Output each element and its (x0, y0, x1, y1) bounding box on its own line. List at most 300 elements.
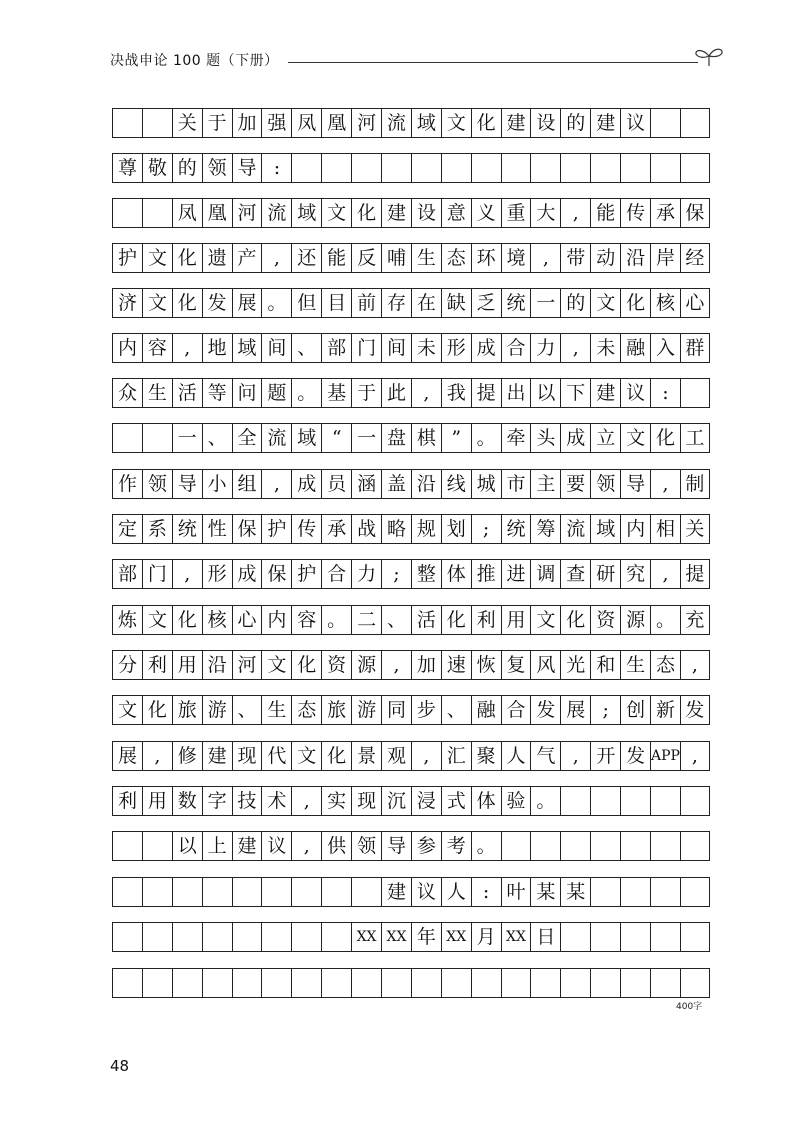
grid-cell: 式 (441, 786, 471, 816)
grid-cell (321, 922, 351, 952)
grid-cell: 未 (590, 333, 620, 363)
grid-cell (620, 786, 650, 816)
grid-cell: , (560, 198, 590, 228)
grid-cell (351, 153, 381, 183)
grid-cell: 容 (291, 605, 321, 635)
grid-cell: 源 (351, 650, 381, 680)
grid-cell: 缺 (441, 288, 471, 318)
grid-cell (680, 968, 710, 998)
grid-cell: 划 (441, 514, 471, 544)
grid-cell: 沉 (381, 786, 411, 816)
grid-cell: “ (321, 423, 351, 453)
grid-cell (441, 968, 471, 998)
grid-cell: APP (650, 741, 680, 771)
grid-cell (590, 786, 620, 816)
grid-cell: 重 (501, 198, 531, 228)
grid-cell (650, 786, 680, 816)
grid-cell: 涵 (351, 469, 381, 499)
grid-cell: 议 (620, 378, 650, 408)
grid-cell: 沿 (620, 243, 650, 273)
grid-cell: 统 (172, 514, 202, 544)
grid-cell (620, 153, 650, 183)
grid-cell: ; (471, 514, 501, 544)
grid-cell: 化 (441, 605, 471, 635)
grid-cell: 的 (560, 288, 590, 318)
grid-cell: , (560, 741, 590, 771)
grid-row (112, 741, 710, 771)
grid-cell: 建 (590, 378, 620, 408)
grid-cell: 化 (172, 605, 202, 635)
grid-cell: 人 (441, 877, 471, 907)
grid-cell: 、 (291, 333, 321, 363)
grid-cell (142, 423, 172, 453)
grid-cell: 盘 (381, 423, 411, 453)
grid-cell: 河 (232, 650, 262, 680)
grid-cell: 护 (261, 514, 291, 544)
grid-cell: 城 (471, 469, 501, 499)
grid-cell: 导 (620, 469, 650, 499)
grid-cell: 未 (411, 333, 441, 363)
grid-cell: 盖 (381, 469, 411, 499)
grid-cell: 现 (232, 741, 262, 771)
grid-cell: 上 (202, 831, 232, 861)
grid-cell (261, 877, 291, 907)
grid-cell: 利 (142, 650, 172, 680)
grid-cell: 传 (291, 514, 321, 544)
grid-row (112, 198, 710, 228)
grid-cell: , (261, 243, 291, 273)
grid-cell (112, 922, 142, 952)
grid-cell: 承 (650, 198, 680, 228)
grid-cell: 。 (471, 831, 501, 861)
grid-cell (680, 378, 710, 408)
grid-cell: 化 (650, 423, 680, 453)
grid-cell: 核 (650, 288, 680, 318)
grid-cell: 发 (620, 741, 650, 771)
grid-cell: 域 (291, 198, 321, 228)
grid-cell: 济 (112, 288, 142, 318)
grid-cell: 导 (381, 831, 411, 861)
grid-cell: 强 (261, 108, 291, 138)
grid-row (112, 786, 710, 816)
grid-cell: 年 (411, 922, 441, 952)
grid-cell: 牵 (501, 423, 531, 453)
grid-cell: 代 (261, 741, 291, 771)
grid-cell: 某 (530, 877, 560, 907)
grid-cell: XX (381, 922, 411, 952)
grid-cell (471, 153, 501, 183)
grid-cell: 融 (471, 695, 501, 725)
grid-cell: 市 (501, 469, 531, 499)
grid-cell: 成 (232, 559, 262, 589)
grid-cell: 于 (202, 108, 232, 138)
grid-cell: 化 (351, 198, 381, 228)
grid-cell: 建 (232, 831, 262, 861)
grid-cell: 现 (351, 786, 381, 816)
grid-cell: 域 (411, 108, 441, 138)
grid-cell (650, 922, 680, 952)
grid-cell: 速 (441, 650, 471, 680)
grid-cell: : (261, 153, 291, 183)
grid-cell (590, 968, 620, 998)
grid-cell (560, 968, 590, 998)
grid-cell: 流 (261, 198, 291, 228)
grid-cell: 建 (590, 108, 620, 138)
grid-cell (650, 153, 680, 183)
grid-cell: , (261, 469, 291, 499)
grid-cell (530, 968, 560, 998)
grid-cell: 恢 (471, 650, 501, 680)
grid-cell (291, 922, 321, 952)
grid-cell: 、 (202, 423, 232, 453)
grid-cell: 文 (142, 605, 172, 635)
grid-cell: 议 (620, 108, 650, 138)
grid-cell: 以 (530, 378, 560, 408)
grid-cell (501, 968, 531, 998)
grid-cell: 但 (291, 288, 321, 318)
grid-cell: 创 (620, 695, 650, 725)
grid-cell: 参 (411, 831, 441, 861)
grid-cell: , (650, 559, 680, 589)
grid-cell (321, 877, 351, 907)
grid-cell (142, 922, 172, 952)
grid-cell: XX (351, 922, 381, 952)
grid-cell: 体 (441, 559, 471, 589)
grid-cell (680, 108, 710, 138)
grid-cell: 统 (501, 288, 531, 318)
grid-cell: 发 (530, 695, 560, 725)
grid-cell: 化 (321, 741, 351, 771)
grid-cell: 提 (680, 559, 710, 589)
grid-cell (560, 786, 590, 816)
grid-cell (172, 922, 202, 952)
grid-cell: 立 (590, 423, 620, 453)
grid-cell: 供 (321, 831, 351, 861)
grid-cell: 凰 (321, 108, 351, 138)
grid-cell: 建 (501, 108, 531, 138)
grid-cell: 内 (112, 333, 142, 363)
grid-cell: 研 (590, 559, 620, 589)
grid-cell: 化 (560, 605, 590, 635)
grid-row (112, 559, 710, 589)
grid-cell (232, 922, 262, 952)
grid-cell: 岸 (650, 243, 680, 273)
grid-cell: 展 (560, 695, 590, 725)
grid-cell: , (172, 559, 202, 589)
grid-row (112, 968, 710, 998)
grid-cell: 旅 (321, 695, 351, 725)
grid-cell: 发 (202, 288, 232, 318)
grid-cell (321, 153, 351, 183)
grid-cell: 心 (680, 288, 710, 318)
grid-cell: 领 (351, 831, 381, 861)
grid-cell: 和 (590, 650, 620, 680)
grid-cell (172, 877, 202, 907)
grid-cell (620, 831, 650, 861)
grid-cell (590, 153, 620, 183)
grid-cell: 战 (351, 514, 381, 544)
grid-cell: 景 (351, 741, 381, 771)
grid-cell: 术 (261, 786, 291, 816)
grid-cell: 观 (381, 741, 411, 771)
grid-cell (291, 877, 321, 907)
grid-cell: 目 (321, 288, 351, 318)
grid-cell: 文 (291, 741, 321, 771)
grid-cell: 凤 (291, 108, 321, 138)
grid-cell: , (411, 378, 441, 408)
grid-cell (590, 831, 620, 861)
grid-cell: 线 (441, 469, 471, 499)
grid-cell: 组 (232, 469, 262, 499)
grid-cell: 域 (291, 423, 321, 453)
grid-cell (680, 922, 710, 952)
grid-cell: 分 (112, 650, 142, 680)
grid-cell (112, 968, 142, 998)
grid-row (112, 378, 710, 408)
grid-cell: , (680, 650, 710, 680)
grid-cell: 生 (620, 650, 650, 680)
grid-cell: 定 (112, 514, 142, 544)
grid-cell: 反 (351, 243, 381, 273)
grid-row (112, 877, 710, 907)
grid-cell: 文 (261, 650, 291, 680)
grid-cell: 人 (501, 741, 531, 771)
grid-cell: 生 (261, 695, 291, 725)
grid-cell: 文 (441, 108, 471, 138)
grid-cell: 设 (530, 108, 560, 138)
grid-row (112, 333, 710, 363)
grid-cell: 要 (560, 469, 590, 499)
grid-cell: 建 (202, 741, 232, 771)
grid-cell: 文 (530, 605, 560, 635)
grid-cell (381, 153, 411, 183)
grid-cell: 众 (112, 378, 142, 408)
grid-cell (232, 877, 262, 907)
grid-cell: 保 (261, 559, 291, 589)
grid-cell: 作 (112, 469, 142, 499)
grid-cell: 气 (530, 741, 560, 771)
grid-cell: 开 (590, 741, 620, 771)
grid-cell (411, 153, 441, 183)
grid-cell: 题 (261, 378, 291, 408)
grid-cell: 化 (291, 650, 321, 680)
grid-row (112, 922, 710, 952)
grid-cell: 游 (202, 695, 232, 725)
grid-cell: 出 (501, 378, 531, 408)
grid-cell: 带 (560, 243, 590, 273)
grid-cell (411, 968, 441, 998)
grid-cell: ; (590, 695, 620, 725)
grid-cell: 合 (501, 695, 531, 725)
grid-cell (112, 831, 142, 861)
grid-cell: 充 (680, 605, 710, 635)
grid-cell: 领 (590, 469, 620, 499)
grid-cell (560, 153, 590, 183)
grid-cell: 。 (471, 423, 501, 453)
grid-cell: 考 (441, 831, 471, 861)
grid-cell: 资 (590, 605, 620, 635)
grid-cell: 遗 (202, 243, 232, 273)
grid-cell: 议 (411, 877, 441, 907)
word-count-label: 400字 (676, 1002, 703, 1012)
grid-cell: , (172, 333, 202, 363)
grid-cell: 化 (172, 243, 202, 273)
grid-cell: 整 (411, 559, 441, 589)
grid-cell: 活 (411, 605, 441, 635)
grid-cell: : (471, 877, 501, 907)
grid-cell: 部 (321, 333, 351, 363)
grid-cell (471, 968, 501, 998)
grid-cell: 某 (560, 877, 590, 907)
grid-cell: 能 (321, 243, 351, 273)
grid-cell: 保 (232, 514, 262, 544)
grid-cell: , (291, 786, 321, 816)
grid-cell: 河 (232, 198, 262, 228)
grid-cell: 生 (411, 243, 441, 273)
grid-cell: 加 (411, 650, 441, 680)
grid-cell: , (381, 650, 411, 680)
grid-cell: 浸 (411, 786, 441, 816)
grid-cell: 群 (680, 333, 710, 363)
grid-cell: 进 (501, 559, 531, 589)
grid-cell (620, 922, 650, 952)
grid-cell: 态 (291, 695, 321, 725)
grid-cell: 同 (381, 695, 411, 725)
grid-cell: 基 (321, 378, 351, 408)
grid-cell: 用 (142, 786, 172, 816)
grid-row (112, 831, 710, 861)
grid-cell (142, 198, 172, 228)
grid-row (112, 288, 710, 318)
grid-cell: 流 (560, 514, 590, 544)
grid-cell: 文 (112, 695, 142, 725)
grid-cell (680, 153, 710, 183)
grid-cell (381, 968, 411, 998)
grid-cell: 存 (381, 288, 411, 318)
grid-cell: 化 (142, 695, 172, 725)
grid-cell (142, 968, 172, 998)
grid-cell: 化 (172, 288, 202, 318)
grid-cell: 成 (471, 333, 501, 363)
grid-cell: 域 (232, 333, 262, 363)
grid-cell: 沿 (411, 469, 441, 499)
grid-cell: 哺 (381, 243, 411, 273)
grid-cell: 利 (112, 786, 142, 816)
page-header (110, 44, 710, 74)
grid-cell: 领 (142, 469, 172, 499)
grid-cell: 。 (650, 605, 680, 635)
grid-cell: 复 (501, 650, 531, 680)
grid-cell: 资 (321, 650, 351, 680)
grid-cell: , (560, 333, 590, 363)
grid-row (112, 605, 710, 635)
grid-cell: 内 (261, 605, 291, 635)
grid-row (112, 695, 710, 725)
grid-cell: 领 (202, 153, 232, 183)
grid-cell: 问 (232, 378, 262, 408)
grid-cell: 我 (441, 378, 471, 408)
grid-cell (172, 968, 202, 998)
grid-cell: 力 (351, 559, 381, 589)
grid-cell (590, 922, 620, 952)
grid-cell (650, 968, 680, 998)
grid-cell: 前 (351, 288, 381, 318)
grid-cell: , (291, 831, 321, 861)
grid-cell (112, 423, 142, 453)
grid-cell: ” (441, 423, 471, 453)
grid-cell (650, 831, 680, 861)
grid-cell: 心 (232, 605, 262, 635)
grid-cell: 能 (590, 198, 620, 228)
grid-cell: 导 (232, 153, 262, 183)
grid-cell: 下 (560, 378, 590, 408)
grid-cell: 光 (560, 650, 590, 680)
grid-cell (560, 922, 590, 952)
grid-cell: 生 (142, 378, 172, 408)
grid-cell: 日 (530, 922, 560, 952)
grid-cell (202, 968, 232, 998)
grid-cell: 旅 (172, 695, 202, 725)
grid-cell: 门 (351, 333, 381, 363)
grid-cell: 统 (501, 514, 531, 544)
grid-cell (112, 108, 142, 138)
grid-cell: 流 (261, 423, 291, 453)
grid-cell (112, 198, 142, 228)
grid-cell: 相 (650, 514, 680, 544)
grid-cell: 门 (142, 559, 172, 589)
grid-row (112, 153, 710, 183)
grid-cell: 议 (261, 831, 291, 861)
grid-cell: 态 (441, 243, 471, 273)
grid-cell: 体 (471, 786, 501, 816)
grid-row (112, 423, 710, 453)
grid-cell: 境 (501, 243, 531, 273)
grid-cell: 合 (321, 559, 351, 589)
grid-cell (291, 968, 321, 998)
grid-cell (142, 877, 172, 907)
grid-cell: 一 (351, 423, 381, 453)
sprout-icon (692, 44, 726, 68)
grid-cell: 形 (202, 559, 232, 589)
grid-cell: 尊 (112, 153, 142, 183)
grid-cell: 保 (680, 198, 710, 228)
grid-cell: 实 (321, 786, 351, 816)
grid-cell: 工 (680, 423, 710, 453)
grid-cell (351, 877, 381, 907)
grid-cell: 合 (501, 333, 531, 363)
grid-cell: 头 (530, 423, 560, 453)
grid-cell (650, 877, 680, 907)
grid-cell (590, 877, 620, 907)
grid-cell: 化 (471, 108, 501, 138)
grid-cell (680, 831, 710, 861)
grid-cell (112, 877, 142, 907)
grid-cell: 活 (172, 378, 202, 408)
grid-cell: 建 (381, 877, 411, 907)
grid-cell: 二 (351, 605, 381, 635)
grid-cell: 全 (232, 423, 262, 453)
grid-cell: 意 (441, 198, 471, 228)
grid-cell: 在 (411, 288, 441, 318)
page-number: 48 (110, 1057, 130, 1075)
grid-cell: 汇 (441, 741, 471, 771)
grid-cell: 、 (441, 695, 471, 725)
grid-cell: 经 (680, 243, 710, 273)
grid-cell: 发 (680, 695, 710, 725)
grid-cell (620, 877, 650, 907)
grid-cell (560, 831, 590, 861)
grid-cell: 环 (471, 243, 501, 273)
